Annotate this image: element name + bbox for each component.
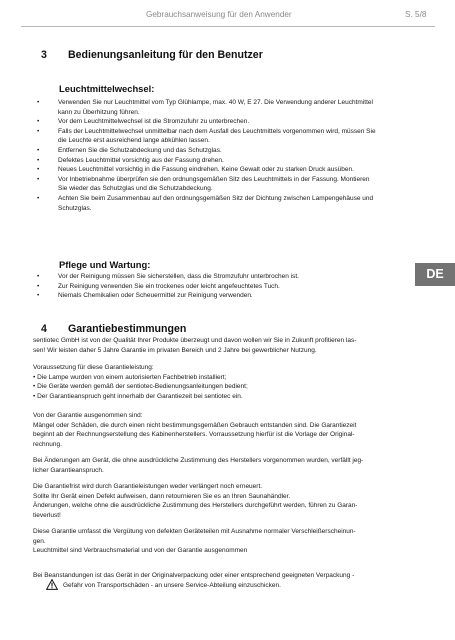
list-item-text: Verwenden Sie nur Leuchtmittel vom Typ Glühlampe, max. 40 W, E 27. Die Verwendung anderer Leuchtmittel	[58, 99, 373, 106]
list-item: • Niemals Chemikalien oder Scheuermittel zur Reinigung verwenden.	[37, 292, 253, 300]
list-item: • Vor Inbetriebnahme überprüfen sie den ordnungsgemäßen Sitz des Leuchtmittels in der Fassung. Montieren Sie wieder das Schutzglas und die Schutzabdeckung.	[33, 175, 433, 194]
care-list	[33, 272, 413, 301]
list-item-text: Zur Reinigung verwenden Sie ein trockenes oder leicht angefeuchtetes Tuch.	[58, 282, 280, 290]
list-item-text: Achten Sie beim Zusammenbau auf den ordnungsgemäßen Sitz der Dichtung zwischen Lampengehäuse und	[58, 194, 374, 202]
section-number: 4	[41, 323, 47, 335]
care-heading: Pflege und Wartung:	[59, 259, 151, 270]
list-item: • Vor dem Leuchtmittelwechsel ist die Stromzufuhr zu unterbrechen.	[33, 117, 433, 127]
list-item-text: Entfernen Sie die Schutzabdeckung und das Schutzglas.	[58, 146, 222, 154]
list-item: • Falls der Leuchtmittelwechsel unmittelbar nach dem Ausfall des Leuchtmittels vorgenommen wird, müssen Sie die Leuchte erst ausreichend lange abkühlen lassen.	[33, 127, 433, 146]
warranty-conditions: Voraussetzung für diese Garantieleistung: • Die Lampe wurden von einem autorisierten Fachbetrieb installiert; • Die Geräte werden gemäß der sentiotec-Bedienungsanleitungen bedient; • Der Garantieanspruch geht innerhalb der Garantiezeit bei sentiotec ein.	[33, 364, 248, 400]
list-item-text: Vor der Reinigung müssen Sie sicherstellen, dass die Stromzufuhr unterbrochen ist.	[58, 273, 299, 280]
section-number: 3	[41, 49, 47, 61]
page-header	[0, 10, 455, 22]
list-item-text: kann zu Überhitzung führen.	[58, 108, 140, 116]
list-item-text: Schutzglas.	[58, 204, 92, 212]
warning-icon	[46, 579, 58, 590]
page-number: S. 5/8	[405, 10, 427, 19]
lamp-change-heading: Leuchtmittelwechsel:	[59, 83, 155, 94]
warning-text: Gefahr von Transportschäden - an unsere Service-Abteilung einzuschicken.	[63, 582, 281, 589]
document-title: Gebrauchsanweisung für den Anwender	[146, 10, 292, 19]
list-item: • Defektes Leuchtmittel vorsichtig aus der Fassung drehen.	[33, 156, 433, 166]
list-item: • Achten Sie beim Zusammenbau auf den ordnungsgemäßen Sitz der Dichtung zwischen Lampengehäuse und Schutzglas.	[33, 194, 433, 213]
list-item-text: Falls der Leuchtmittelwechsel unmittelbar nach dem Ausfall des Leuchtmittels vorgenommen wird, müssen Sie	[58, 127, 376, 135]
list-item-text: Defektes Leuchtmittel vorsichtig aus der Fassung drehen.	[58, 156, 224, 164]
warranty-intro: sentiotec GmbH ist von der Qualität Ihrer Produkte überzeugt und davon wollen wir Sie in Zukunft profitieren las- sen! Wir leisten daher 5 Jahre Garantie im privaten Bereich und 2 Jahre bei gewerblicher Nutzung.	[33, 337, 357, 354]
section-title: Bedienungsanleitung für den Benutzer	[68, 49, 263, 61]
list-item: • Vor der Reinigung müssen Sie sicherstellen, dass die Stromzufuhr unterbrochen ist.	[37, 273, 299, 280]
list-item-text: die Leuchte erst ausreichend lange abkühlen lassen.	[58, 137, 210, 145]
warranty-period: Die Garantiefrist wird durch Garantieleistungen weder verlängert noch erneuert. Sollte Ihr Gerät einen Defekt aufweisen, dann retournieren Sie es an Ihren Saunahändler. Änderungen, welche ohne die ausdrückliche Zustimmung des Herstellers durchgeführt werden, führen zu Garan- tieverlust!	[33, 483, 358, 519]
warranty-exclusions: Von der Garantie ausgenommen sind: Mängel oder Schäden, die durch einen nicht bestimmungsgemäßen Gebrauch entstanden sind. Die Garantiezeit beginnt ab der Rechnungserstellung des Kabinenherstellers. Vorraussetzung hierfür ist die Vorlage der Original- rechnung.	[33, 412, 357, 448]
warranty-scope: Diese Garantie umfasst die Vergütung von defekten Geräteteilen mit Ausnahme normaler Verschleißerscheinun- gen. Leuchtmittel sind Verbrauchsmaterial und von der Garantie ausgenommen	[33, 528, 356, 555]
list-item: • Zur Reinigung verwenden Sie ein trockenes oder leicht angefeuchtetes Tuch.	[37, 282, 280, 290]
list-item: • Verwenden Sie nur Leuchtmittel vom Typ Glühlampe, max. 40 W, E 27. Die Verwendung anderer Leuchtmittel kann zu Überhitzung führen.	[33, 98, 433, 117]
list-item-text: Neues Leuchtmittel vorsichtig in die Fassung eindrehen. Keine Gewalt oder zu starken Druck ausüben.	[58, 166, 354, 174]
list-item: • Neues Leuchtmittel vorsichtig in die Fassung eindrehen. Keine Gewalt oder zu starken Druck ausüben.	[33, 165, 433, 175]
list-item-text: Vor dem Leuchtmittelwechsel ist die Stromzufuhr zu unterbrechen.	[58, 118, 250, 126]
language-tab: DE	[415, 263, 455, 286]
complaint-text: Bei Beanstandungen ist das Gerät in der Originalverpackung oder einer entsprechend geeigneten Verpackung -	[33, 572, 355, 579]
list-item-text: Vor Inbetriebnahme überprüfen sie den ordnungsgemäßen Sitz des Leuchtmittels in der Fassung. Montieren	[58, 175, 370, 183]
list-item: • Entfernen Sie die Schutzabdeckung und das Schutzglas.	[33, 146, 433, 156]
header-divider	[21, 26, 435, 27]
section-title: Garantiebestimmungen	[68, 323, 187, 335]
list-item-text: Sie wieder das Schutzglas und die Schutzabdeckung.	[58, 185, 213, 193]
warranty-modifications: Bei Änderungen am Gerät, die ohne ausdrückliche Zustimmung des Herstellers vorgenommen wurden, verfällt jeg- licher Garantieanspruch.	[33, 457, 364, 474]
list-item-text: Niemals Chemikalien oder Scheuermittel zur Reinigung verwenden.	[58, 292, 253, 300]
lamp-change-list	[33, 98, 433, 213]
